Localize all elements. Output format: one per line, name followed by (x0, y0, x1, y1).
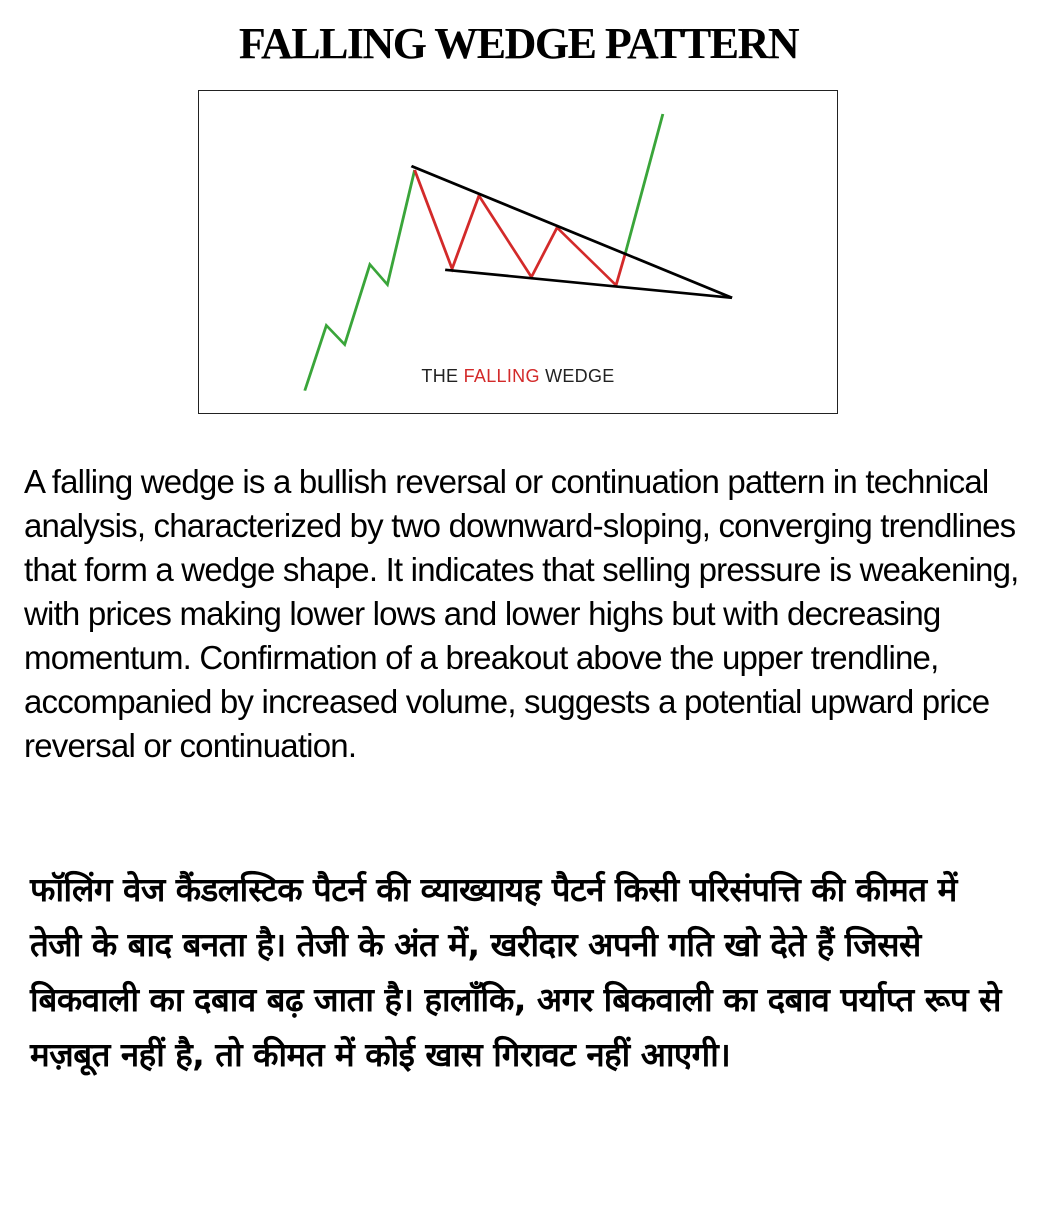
caption-wedge: WEDGE (545, 366, 615, 386)
wedge-chart (199, 91, 837, 413)
caption-the: THE (421, 366, 459, 386)
english-description: A falling wedge is a bullish reversal or continuation pattern in technical analysis, characterized by two downward-sloping, converging trendlines that form a wedge shape. It indicates that selling pressure is weakening, with prices making lower lows and lower highs but with decreasing momentum. Confirmation of a breakout above the upper trendline, accompanied by increased volume, suggests a potential upward price reversal or continuation. (24, 463, 1019, 764)
caption-falling: FALLING (463, 366, 540, 386)
page-title: FALLING WEDGE PATTERN (238, 19, 799, 68)
falling-wedge-diagram (198, 90, 838, 414)
diagram-caption (199, 366, 837, 387)
upper-trendline (411, 166, 732, 298)
hindi-description: फॉलिंग वेज कैंडलस्टिक पैटर्न की व्याख्यायह पैटर्न किसी परिसंपत्ति की कीमत में तेजी के बाद बनता है। तेजी के अंत में, खरीदार अपनी गति खो देते हैं जिससे बिकवाली का दबाव बढ़ जाता है। हालाँकि, अगर बिकवाली का दबाव पर्याप्त रूप से मज़बूत नहीं है, तो कीमत में कोई खास गिरावट नहीं आएगी। (30, 870, 1001, 1074)
breakout-line (625, 114, 662, 253)
uptrend-line (305, 170, 415, 391)
wedge-swings-line (415, 170, 626, 285)
lower-trendline (445, 270, 732, 298)
